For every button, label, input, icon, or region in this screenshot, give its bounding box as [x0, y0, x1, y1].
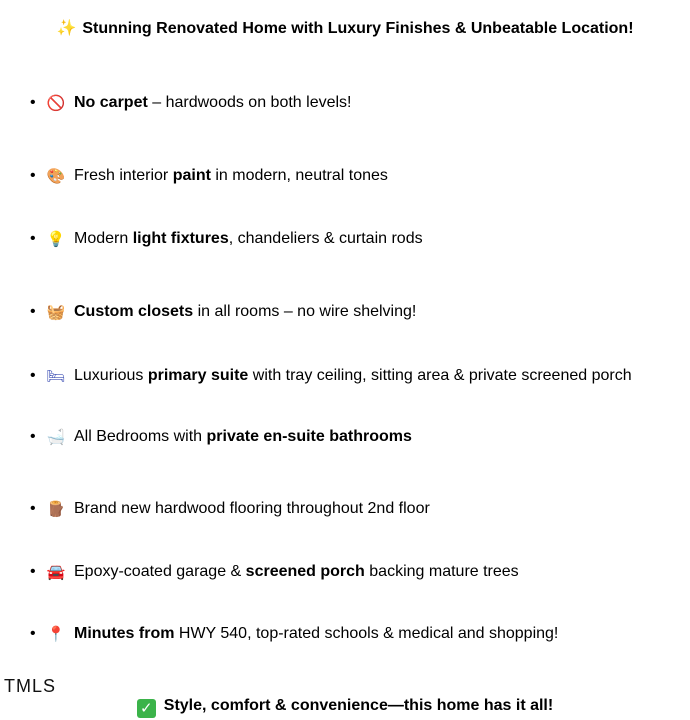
- listing-title-text: Stunning Renovated Home with Luxury Finishes & Unbeatable Location!: [82, 20, 634, 37]
- pushpin-icon: 📍: [46, 625, 66, 643]
- list-item: [30, 228, 423, 250]
- bullet-marker: •: [30, 367, 36, 384]
- paint-palette-icon: 🎨: [46, 167, 66, 185]
- list-item: [30, 561, 519, 583]
- listing-title: [0, 18, 690, 38]
- list-item: [30, 365, 632, 387]
- bullet-marker: •: [30, 94, 36, 111]
- feature-text: Epoxy-coated garage &: [74, 563, 246, 580]
- feature-highlight: primary suite: [147, 367, 249, 384]
- feature-highlight: Minutes from: [74, 625, 175, 642]
- list-item: [30, 426, 412, 448]
- bathtub-icon: 🛁: [46, 428, 66, 446]
- bullet-marker: •: [30, 303, 36, 320]
- list-item: [30, 498, 430, 520]
- feature-highlight: No carpet: [74, 94, 148, 111]
- bullet-marker: •: [30, 625, 36, 642]
- sparkles-icon: ✨: [56, 18, 77, 37]
- list-item: [30, 92, 351, 114]
- light-bulb-icon: 💡: [46, 230, 66, 248]
- closing-text: Style, comfort & convenience—this home has it all!: [163, 697, 554, 714]
- feature-text: Brand new hardwood flooring throughout 2nd floor: [74, 500, 430, 517]
- feature-text-suffix: in modern, neutral tones: [210, 167, 388, 184]
- feature-text-suffix: HWY 540, top-rated schools & medical and shopping!: [174, 625, 559, 642]
- feature-text-suffix: in all rooms – no wire shelving!: [193, 303, 417, 320]
- feature-text: Modern: [74, 230, 133, 247]
- list-item: [30, 623, 558, 645]
- bullet-marker: •: [30, 167, 36, 184]
- list-item: [30, 301, 416, 323]
- feature-text-suffix: backing mature trees: [364, 563, 519, 580]
- feature-highlight: private en-suite bathrooms: [206, 428, 412, 445]
- feature-text-suffix: , chandeliers & curtain rods: [228, 230, 423, 247]
- feature-highlight: Custom closets: [74, 303, 194, 320]
- bullet-marker: •: [30, 563, 36, 580]
- closing-line: [0, 697, 690, 718]
- bullet-marker: •: [30, 500, 36, 517]
- check-mark-button-icon: ✓: [137, 699, 156, 718]
- wood-log-icon: 🪵: [46, 500, 66, 518]
- feature-text: Luxurious: [74, 367, 148, 384]
- bed-icon: 🛏: [46, 367, 66, 385]
- feature-text-suffix: – hardwoods on both levels!: [147, 94, 352, 111]
- mls-watermark: TMLS: [4, 676, 57, 696]
- feature-highlight: screened porch: [245, 563, 365, 580]
- feature-text: Fresh interior: [74, 167, 173, 184]
- bullet-marker: •: [30, 230, 36, 247]
- feature-text: All Bedrooms with: [74, 428, 207, 445]
- list-item: [30, 165, 388, 187]
- feature-text-suffix: with tray ceiling, sitting area & private screened porch: [248, 367, 632, 384]
- feature-highlight: light fixtures: [132, 230, 229, 247]
- basket-icon: 🧺: [46, 303, 66, 321]
- bullet-marker: •: [30, 428, 36, 445]
- feature-highlight: paint: [172, 167, 211, 184]
- no-entry-icon: 🚫: [46, 94, 66, 112]
- car-icon: 🚘: [46, 563, 66, 581]
